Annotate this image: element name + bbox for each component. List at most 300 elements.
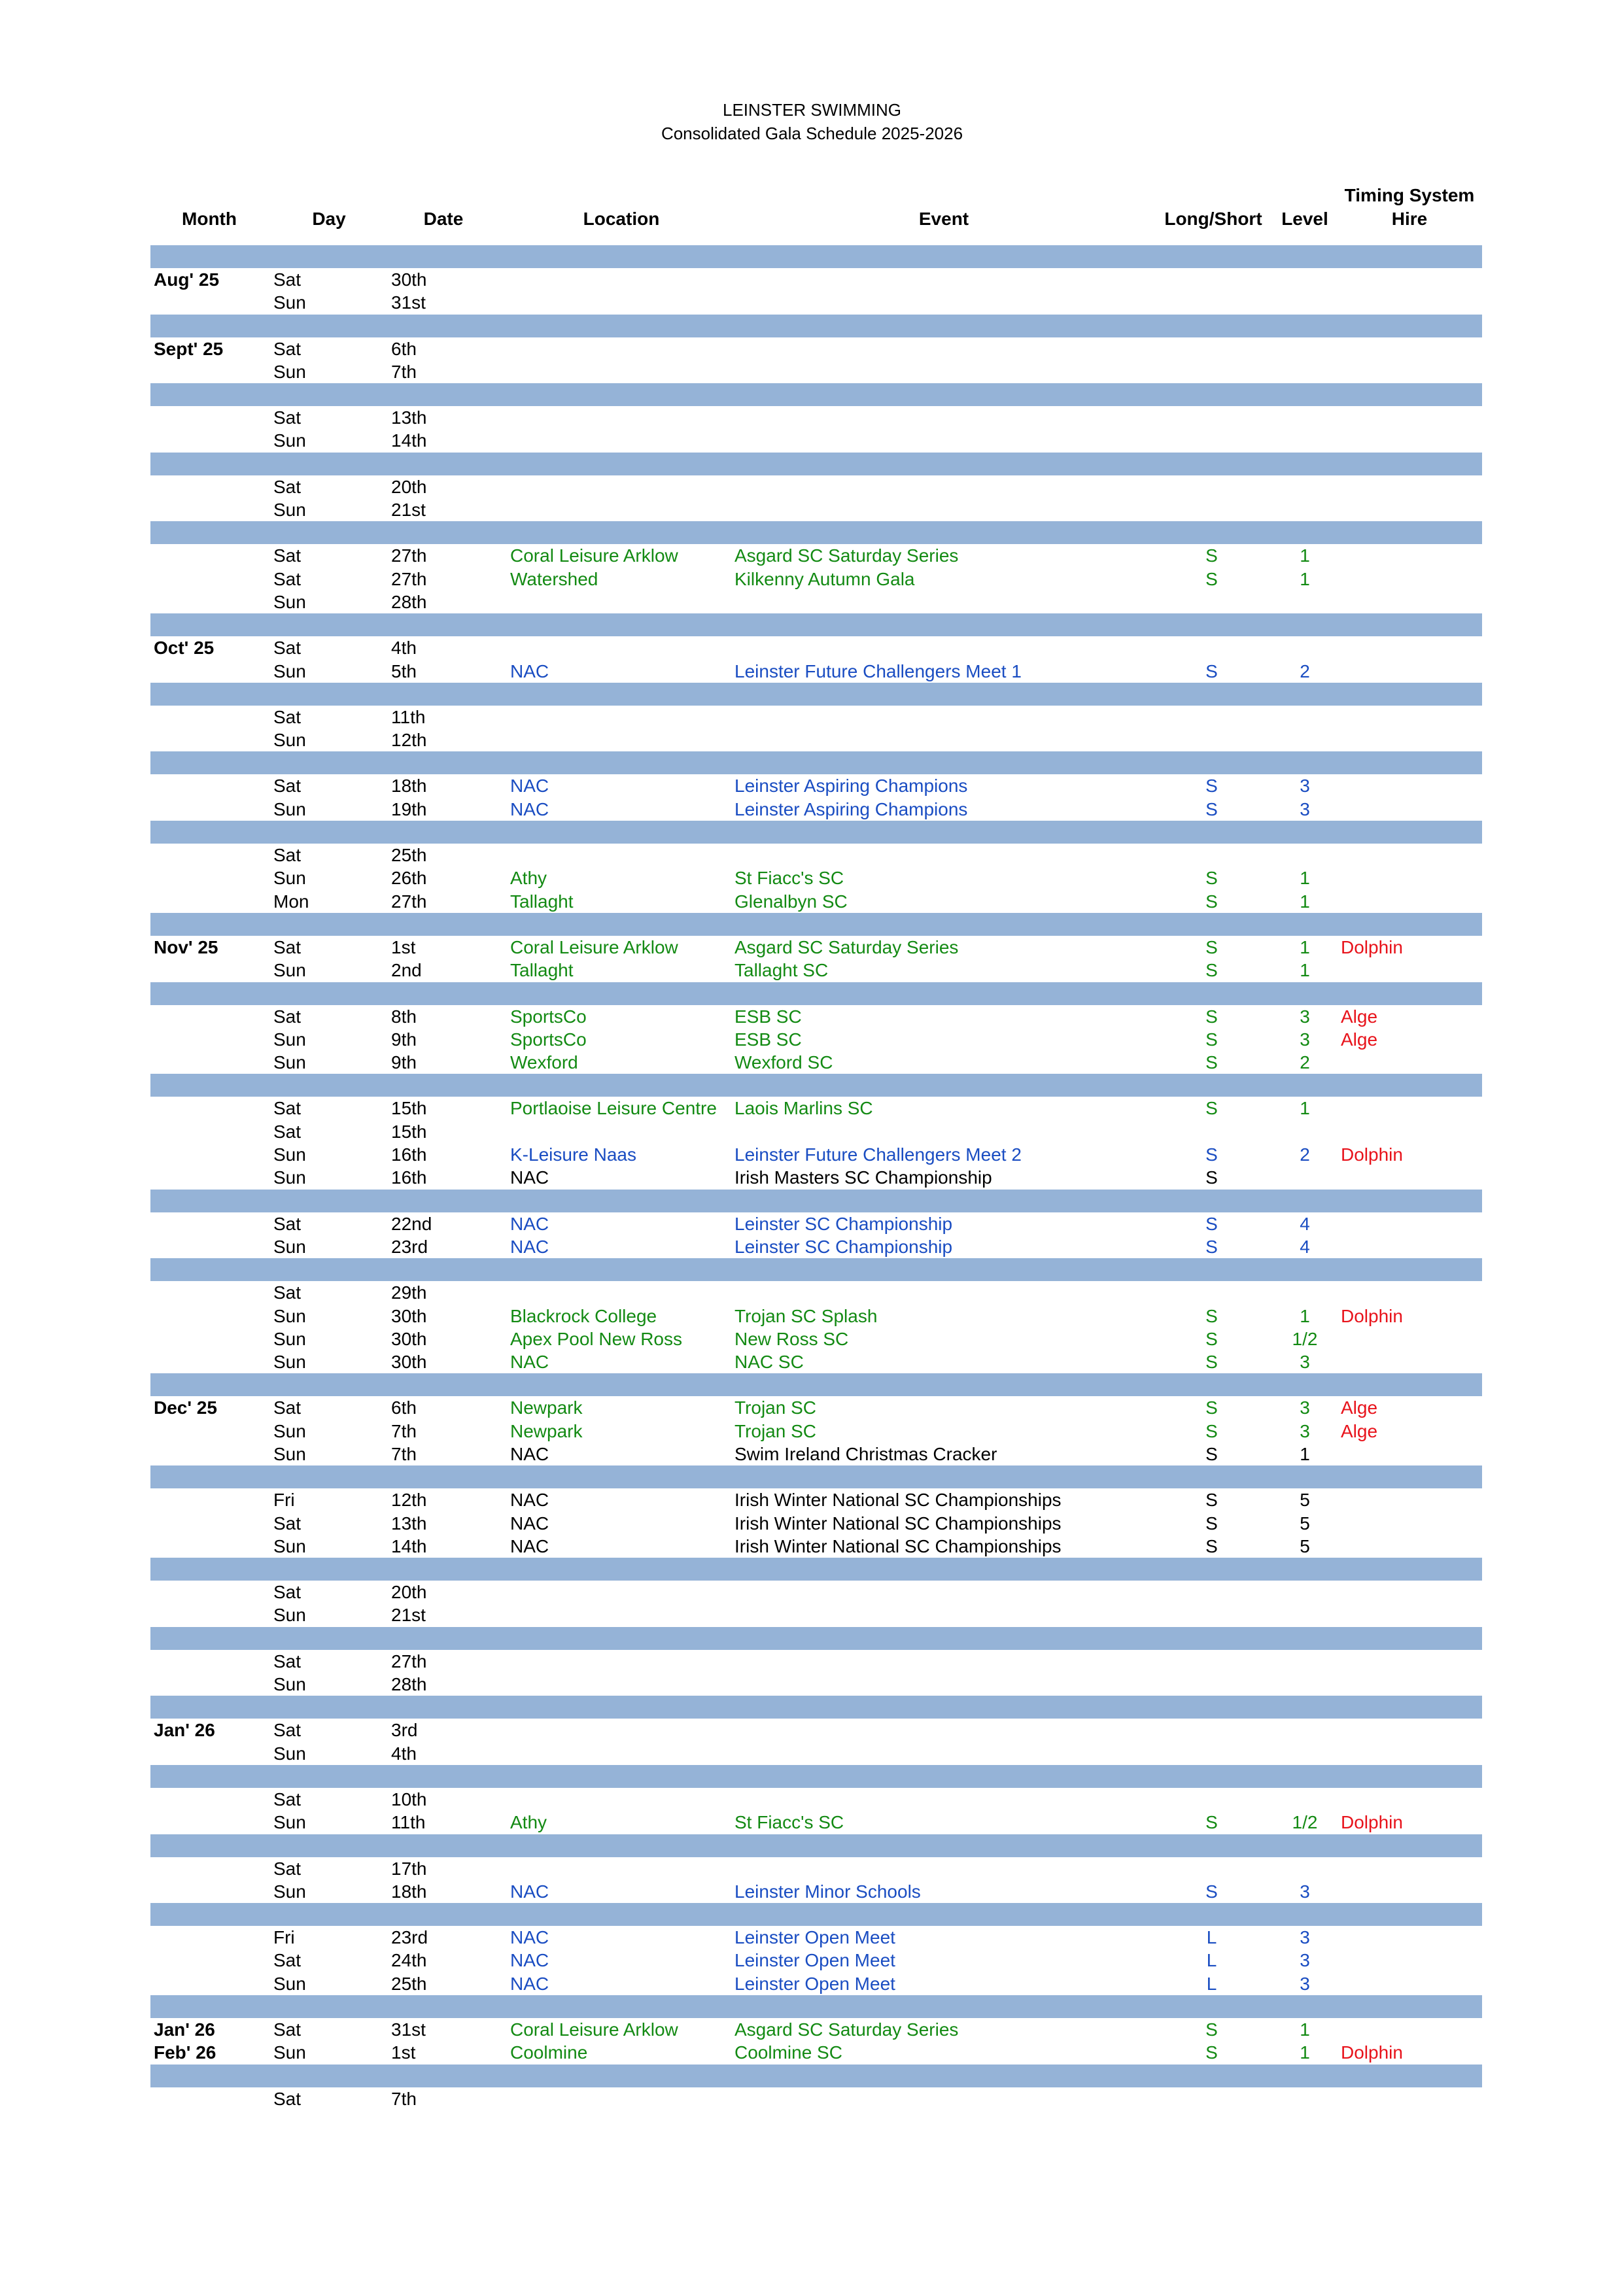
level-cell: 1 xyxy=(1300,2042,1310,2063)
date-cell: 9th xyxy=(391,1052,417,1073)
schedule-row xyxy=(0,1581,1624,1603)
date-cell: 26th xyxy=(391,868,427,889)
location-cell: SportsCo xyxy=(510,1006,587,1027)
day-cell: Sun xyxy=(273,798,306,819)
date-cell: 5th xyxy=(391,660,417,681)
month-cell: Oct' 25 xyxy=(154,638,215,659)
day-cell: Sun xyxy=(273,500,306,521)
location-cell: NAC xyxy=(510,1490,549,1511)
level-cell: 1 xyxy=(1300,1098,1310,1119)
long-short-cell: S xyxy=(1205,1490,1218,1511)
day-cell: Sun xyxy=(273,1535,306,1556)
location-cell: Watershed xyxy=(510,568,598,589)
day-cell: Sun xyxy=(273,1743,306,1764)
date-cell: 7th xyxy=(391,2088,417,2109)
event-cell: New Ross SC xyxy=(734,1328,849,1349)
event-cell: Glenalbyn SC xyxy=(734,891,848,912)
schedule-row xyxy=(0,728,1624,751)
day-cell: Sun xyxy=(273,1052,306,1073)
schedule-row xyxy=(0,1143,1624,1166)
header-location: Location xyxy=(583,209,660,229)
date-cell: 7th xyxy=(391,1443,417,1464)
month-cell: Aug' 25 xyxy=(154,269,220,290)
month-cell: Jan' 26 xyxy=(154,2019,215,2040)
date-cell: 23rd xyxy=(391,1236,428,1257)
location-cell: NAC xyxy=(510,1535,549,1556)
date-cell: 31st xyxy=(391,2019,426,2040)
schedule-row xyxy=(0,591,1624,613)
level-cell: 5 xyxy=(1300,1535,1310,1556)
long-short-cell: S xyxy=(1205,1328,1218,1349)
location-cell: Apex Pool New Ross xyxy=(510,1328,683,1349)
day-cell: Fri xyxy=(273,1927,295,1948)
level-cell: 1 xyxy=(1300,960,1310,981)
header-level: Level xyxy=(1281,209,1328,229)
level-cell: 1 xyxy=(1300,1443,1310,1464)
schedule-row xyxy=(0,1350,1624,1373)
schedule-row xyxy=(0,706,1624,728)
date-cell: 27th xyxy=(391,1651,427,1671)
level-cell: 2 xyxy=(1300,660,1310,681)
schedule-row xyxy=(0,1396,1624,1419)
long-short-cell: S xyxy=(1205,1881,1218,1902)
day-cell: Sun xyxy=(273,1674,306,1695)
day-cell: Sat xyxy=(273,2019,302,2040)
level-cell: 3 xyxy=(1300,1029,1310,1050)
schedule-row xyxy=(0,268,1624,291)
level-cell: 4 xyxy=(1300,1236,1310,1257)
day-cell: Sun xyxy=(273,1029,306,1050)
schedule-row xyxy=(0,1305,1624,1328)
long-short-cell: S xyxy=(1205,891,1218,912)
level-cell: 3 xyxy=(1300,776,1310,797)
level-cell: 1 xyxy=(1300,2019,1310,2040)
date-cell: 1st xyxy=(391,936,416,957)
level-cell: 5 xyxy=(1300,1490,1310,1511)
date-cell: 25th xyxy=(391,845,427,866)
date-cell: 13th xyxy=(391,1513,427,1534)
date-cell: 27th xyxy=(391,568,427,589)
event-cell: ESB SC xyxy=(734,1029,802,1050)
date-cell: 30th xyxy=(391,1328,427,1349)
event-cell: Leinster Open Meet xyxy=(734,1927,895,1948)
date-cell: 28th xyxy=(391,1674,427,1695)
long-short-cell: S xyxy=(1205,1352,1218,1373)
long-short-cell: S xyxy=(1205,2042,1218,2063)
schedule-row xyxy=(0,636,1624,659)
long-short-cell: S xyxy=(1205,1812,1218,1833)
location-cell: Portlaoise Leisure Centre xyxy=(510,1098,717,1119)
schedule-row xyxy=(0,1926,1624,1949)
schedule-row xyxy=(0,2087,1624,2110)
day-cell: Sat xyxy=(273,1789,302,1809)
week-separator xyxy=(150,1834,1482,1857)
day-cell: Sun xyxy=(273,1328,306,1349)
schedule-row xyxy=(0,2041,1624,2064)
date-cell: 27th xyxy=(391,891,427,912)
level-cell: 3 xyxy=(1300,1006,1310,1027)
week-separator xyxy=(150,1465,1482,1488)
week-separator xyxy=(150,453,1482,475)
long-short-cell: S xyxy=(1205,1513,1218,1534)
date-cell: 6th xyxy=(391,338,417,359)
level-cell: 1/2 xyxy=(1292,1328,1318,1349)
event-cell: Leinster Open Meet xyxy=(734,1950,895,1971)
week-separator xyxy=(150,1995,1482,2018)
event-cell: Irish Winter National SC Championships xyxy=(734,1490,1062,1511)
header-long-short: Long/Short xyxy=(1164,209,1262,229)
day-cell: Sat xyxy=(273,936,302,957)
schedule-row xyxy=(0,660,1624,683)
timing-system-cell: Alge xyxy=(1341,1420,1378,1441)
schedule-row xyxy=(0,844,1624,866)
document-title xyxy=(0,98,1624,145)
header-event: Event xyxy=(918,209,969,229)
schedule-row xyxy=(0,498,1624,521)
week-separator xyxy=(150,613,1482,636)
location-cell: Coolmine xyxy=(510,2042,588,2063)
date-cell: 30th xyxy=(391,1305,427,1326)
day-cell: Sun xyxy=(273,292,306,313)
level-cell: 2 xyxy=(1300,1144,1310,1165)
schedule-row xyxy=(0,1673,1624,1696)
event-cell: Trojan SC xyxy=(734,1397,817,1418)
day-cell: Sun xyxy=(273,1352,306,1373)
day-cell: Sun xyxy=(273,868,306,889)
long-short-cell: S xyxy=(1205,1167,1218,1188)
schedule-row xyxy=(0,1028,1624,1051)
schedule-row xyxy=(0,1420,1624,1443)
long-short-cell: S xyxy=(1205,776,1218,797)
day-cell: Sat xyxy=(273,1513,302,1534)
date-cell: 27th xyxy=(391,545,427,566)
day-cell: Sat xyxy=(273,1582,302,1603)
level-cell: 3 xyxy=(1300,1950,1310,1971)
location-cell: NAC xyxy=(510,1950,549,1971)
day-cell: Sat xyxy=(273,638,302,659)
level-cell: 5 xyxy=(1300,1513,1310,1534)
week-separator xyxy=(150,683,1482,706)
schedule-row xyxy=(0,774,1624,797)
timing-system-cell: Dolphin xyxy=(1341,1305,1403,1326)
gala-schedule-table xyxy=(0,245,1624,2110)
date-cell: 8th xyxy=(391,1006,417,1027)
long-short-cell: S xyxy=(1205,660,1218,681)
schedule-row xyxy=(0,544,1624,567)
day-cell: Mon xyxy=(273,891,309,912)
day-cell: Sat xyxy=(273,269,302,290)
date-cell: 9th xyxy=(391,1029,417,1050)
event-cell: St Fiacc's SC xyxy=(734,868,844,889)
week-separator xyxy=(150,1558,1482,1581)
week-separator xyxy=(150,1258,1482,1281)
date-cell: 31st xyxy=(391,292,426,313)
schedule-row xyxy=(0,1281,1624,1304)
schedule-row xyxy=(0,1488,1624,1511)
schedule-row xyxy=(0,1051,1624,1074)
event-cell: Kilkenny Autumn Gala xyxy=(734,568,915,589)
schedule-row xyxy=(0,1788,1624,1811)
event-cell: Wexford SC xyxy=(734,1052,833,1073)
location-cell: NAC xyxy=(510,1352,549,1373)
day-cell: Sat xyxy=(273,568,302,589)
long-short-cell: S xyxy=(1205,1305,1218,1326)
date-cell: 23rd xyxy=(391,1927,428,1948)
long-short-cell: S xyxy=(1205,1029,1218,1050)
month-cell: Sept' 25 xyxy=(154,338,224,359)
day-cell: Sat xyxy=(273,1651,302,1671)
schedule-row xyxy=(0,337,1624,360)
long-short-cell: L xyxy=(1206,1973,1217,1994)
title-line-schedule: Consolidated Gala Schedule 2025-2026 xyxy=(661,124,963,143)
date-cell: 30th xyxy=(391,1352,427,1373)
level-cell: 3 xyxy=(1300,798,1310,819)
schedule-row xyxy=(0,1328,1624,1350)
level-cell: 1 xyxy=(1300,1305,1310,1326)
location-cell: NAC xyxy=(510,1513,549,1534)
event-cell: Leinster Aspiring Champions xyxy=(734,798,968,819)
location-cell: Blackrock College xyxy=(510,1305,657,1326)
week-separator xyxy=(150,1627,1482,1650)
schedule-row xyxy=(0,959,1624,982)
long-short-cell: S xyxy=(1205,1144,1218,1165)
schedule-row xyxy=(0,1650,1624,1673)
date-cell: 29th xyxy=(391,1282,427,1303)
schedule-row xyxy=(0,406,1624,429)
day-cell: Sat xyxy=(273,2088,302,2109)
level-cell: 4 xyxy=(1300,1213,1310,1234)
week-separator xyxy=(150,1696,1482,1719)
week-separator xyxy=(150,245,1482,268)
schedule-row xyxy=(0,1603,1624,1626)
week-separator xyxy=(150,913,1482,936)
date-cell: 16th xyxy=(391,1167,427,1188)
date-cell: 19th xyxy=(391,798,427,819)
day-cell: Sun xyxy=(273,361,306,382)
schedule-row xyxy=(0,936,1624,959)
long-short-cell: S xyxy=(1205,2019,1218,2040)
location-cell: SportsCo xyxy=(510,1029,587,1050)
event-cell: Swim Ireland Christmas Cracker xyxy=(734,1443,997,1464)
long-short-cell: S xyxy=(1205,1006,1218,1027)
schedule-row xyxy=(0,1443,1624,1465)
date-cell: 28th xyxy=(391,591,427,612)
location-cell: Coral Leisure Arklow xyxy=(510,936,678,957)
location-cell: Athy xyxy=(510,868,547,889)
event-cell: St Fiacc's SC xyxy=(734,1812,844,1833)
location-cell: Newpark xyxy=(510,1397,583,1418)
day-cell: Sat xyxy=(273,1006,302,1027)
level-cell: 1 xyxy=(1300,545,1310,566)
day-cell: Sat xyxy=(273,476,302,497)
event-cell: Coolmine SC xyxy=(734,2042,842,2063)
week-separator xyxy=(150,383,1482,406)
long-short-cell: S xyxy=(1205,1443,1218,1464)
day-cell: Sun xyxy=(273,960,306,981)
day-cell: Sun xyxy=(273,1236,306,1257)
day-cell: Sun xyxy=(273,1973,306,1994)
day-cell: Sat xyxy=(273,776,302,797)
event-cell: Trojan SC xyxy=(734,1420,817,1441)
event-cell: Asgard SC Saturday Series xyxy=(734,545,959,566)
week-separator xyxy=(150,1074,1482,1097)
event-cell: Leinster Future Challengers Meet 1 xyxy=(734,660,1022,681)
schedule-row xyxy=(0,475,1624,498)
event-cell: Irish Winter National SC Championships xyxy=(734,1513,1062,1534)
long-short-cell: L xyxy=(1206,1927,1217,1948)
long-short-cell: S xyxy=(1205,1213,1218,1234)
level-cell: 1 xyxy=(1300,868,1310,889)
location-cell: NAC xyxy=(510,1973,549,1994)
day-cell: Sat xyxy=(273,1121,302,1142)
week-separator xyxy=(150,521,1482,544)
date-cell: 24th xyxy=(391,1950,427,1971)
schedule-row xyxy=(0,1005,1624,1028)
schedule-row xyxy=(0,798,1624,821)
event-cell: Leinster SC Championship xyxy=(734,1213,953,1234)
level-cell: 1/2 xyxy=(1292,1812,1318,1833)
day-cell: Sat xyxy=(273,545,302,566)
timing-system-cell: Alge xyxy=(1341,1029,1378,1050)
level-cell: 1 xyxy=(1300,936,1310,957)
location-cell: NAC xyxy=(510,1927,549,1948)
long-short-cell: S xyxy=(1205,1397,1218,1418)
header-timing-hire: Hire xyxy=(1391,209,1428,229)
date-cell: 7th xyxy=(391,1420,417,1441)
location-cell: Wexford xyxy=(510,1052,578,1073)
long-short-cell: S xyxy=(1205,1052,1218,1073)
location-cell: NAC xyxy=(510,776,549,797)
date-cell: 18th xyxy=(391,776,427,797)
long-short-cell: S xyxy=(1205,1420,1218,1441)
date-cell: 15th xyxy=(391,1098,427,1119)
week-separator xyxy=(150,751,1482,774)
event-cell: Leinster Minor Schools xyxy=(734,1881,921,1902)
location-cell: K-Leisure Naas xyxy=(510,1144,636,1165)
date-cell: 20th xyxy=(391,476,427,497)
timing-system-cell: Alge xyxy=(1341,1397,1378,1418)
long-short-cell: S xyxy=(1205,868,1218,889)
long-short-cell: S xyxy=(1205,960,1218,981)
week-separator xyxy=(150,1190,1482,1212)
event-cell: Leinster SC Championship xyxy=(734,1236,953,1257)
level-cell: 2 xyxy=(1300,1052,1310,1073)
event-cell: Tallaght SC xyxy=(734,960,829,981)
day-cell: Sun xyxy=(273,1144,306,1165)
event-cell: Leinster Future Challengers Meet 2 xyxy=(734,1144,1022,1165)
date-cell: 12th xyxy=(391,1490,427,1511)
location-cell: NAC xyxy=(510,660,549,681)
schedule-row xyxy=(0,1949,1624,1972)
week-separator xyxy=(150,982,1482,1005)
day-cell: Sun xyxy=(273,1305,306,1326)
timing-system-cell: Dolphin xyxy=(1341,936,1403,957)
date-cell: 30th xyxy=(391,269,427,290)
level-cell: 3 xyxy=(1300,1352,1310,1373)
date-cell: 21st xyxy=(391,500,426,521)
location-cell: Tallaght xyxy=(510,891,574,912)
event-cell: Asgard SC Saturday Series xyxy=(734,2019,959,2040)
event-cell: Leinster Aspiring Champions xyxy=(734,776,968,797)
schedule-row xyxy=(0,2018,1624,2041)
week-separator xyxy=(150,1903,1482,1926)
level-cell: 3 xyxy=(1300,1927,1310,1948)
date-cell: 6th xyxy=(391,1397,417,1418)
title-line-org: LEINSTER SWIMMING xyxy=(722,100,901,120)
location-cell: Newpark xyxy=(510,1420,583,1441)
date-cell: 25th xyxy=(391,1973,427,1994)
day-cell: Sat xyxy=(273,338,302,359)
date-cell: 4th xyxy=(391,1743,417,1764)
header-day: Day xyxy=(312,209,346,229)
date-cell: 11th xyxy=(391,706,426,727)
date-cell: 17th xyxy=(391,1858,427,1879)
day-cell: Fri xyxy=(273,1490,295,1511)
day-cell: Sun xyxy=(273,1167,306,1188)
location-cell: NAC xyxy=(510,1881,549,1902)
column-headers xyxy=(0,185,1624,245)
day-cell: Sun xyxy=(273,591,306,612)
location-cell: NAC xyxy=(510,1236,549,1257)
event-cell: Laois Marlins SC xyxy=(734,1098,873,1119)
date-cell: 21st xyxy=(391,1605,426,1626)
schedule-row xyxy=(0,568,1624,591)
month-cell: Dec' 25 xyxy=(154,1397,217,1418)
day-cell: Sat xyxy=(273,407,302,428)
timing-system-cell: Dolphin xyxy=(1341,2042,1403,2063)
date-cell: 14th xyxy=(391,430,427,451)
day-cell: Sun xyxy=(273,1443,306,1464)
day-cell: Sat xyxy=(273,1950,302,1971)
event-cell: ESB SC xyxy=(734,1006,802,1027)
date-cell: 22nd xyxy=(391,1213,432,1234)
date-cell: 1st xyxy=(391,2042,416,2063)
week-separator xyxy=(150,1373,1482,1396)
week-separator xyxy=(150,1765,1482,1788)
long-short-cell: S xyxy=(1205,1535,1218,1556)
long-short-cell: S xyxy=(1205,1236,1218,1257)
schedule-row xyxy=(0,1742,1624,1765)
long-short-cell: S xyxy=(1205,568,1218,589)
long-short-cell: S xyxy=(1205,936,1218,957)
event-cell: Asgard SC Saturday Series xyxy=(734,936,959,957)
event-cell: Irish Winter National SC Championships xyxy=(734,1535,1062,1556)
week-separator xyxy=(150,315,1482,337)
schedule-row xyxy=(0,1166,1624,1189)
long-short-cell: S xyxy=(1205,545,1218,566)
event-cell: Irish Masters SC Championship xyxy=(734,1167,992,1188)
header-date: Date xyxy=(423,209,464,229)
date-cell: 16th xyxy=(391,1144,427,1165)
schedule-row xyxy=(0,1097,1624,1120)
day-cell: Sun xyxy=(273,1812,306,1833)
date-cell: 18th xyxy=(391,1881,427,1902)
timing-system-cell: Dolphin xyxy=(1341,1144,1403,1165)
level-cell: 1 xyxy=(1300,568,1310,589)
date-cell: 11th xyxy=(391,1812,426,1833)
level-cell: 3 xyxy=(1300,1973,1310,1994)
header-month: Month xyxy=(182,209,237,229)
level-cell: 3 xyxy=(1300,1397,1310,1418)
level-cell: 3 xyxy=(1300,1881,1310,1902)
month-cell: Jan' 26 xyxy=(154,1720,215,1741)
schedule-row xyxy=(0,1857,1624,1880)
long-short-cell: S xyxy=(1205,798,1218,819)
month-cell: Nov' 25 xyxy=(154,936,218,957)
level-cell: 1 xyxy=(1300,891,1310,912)
day-cell: Sat xyxy=(273,1098,302,1119)
day-cell: Sat xyxy=(273,1282,302,1303)
